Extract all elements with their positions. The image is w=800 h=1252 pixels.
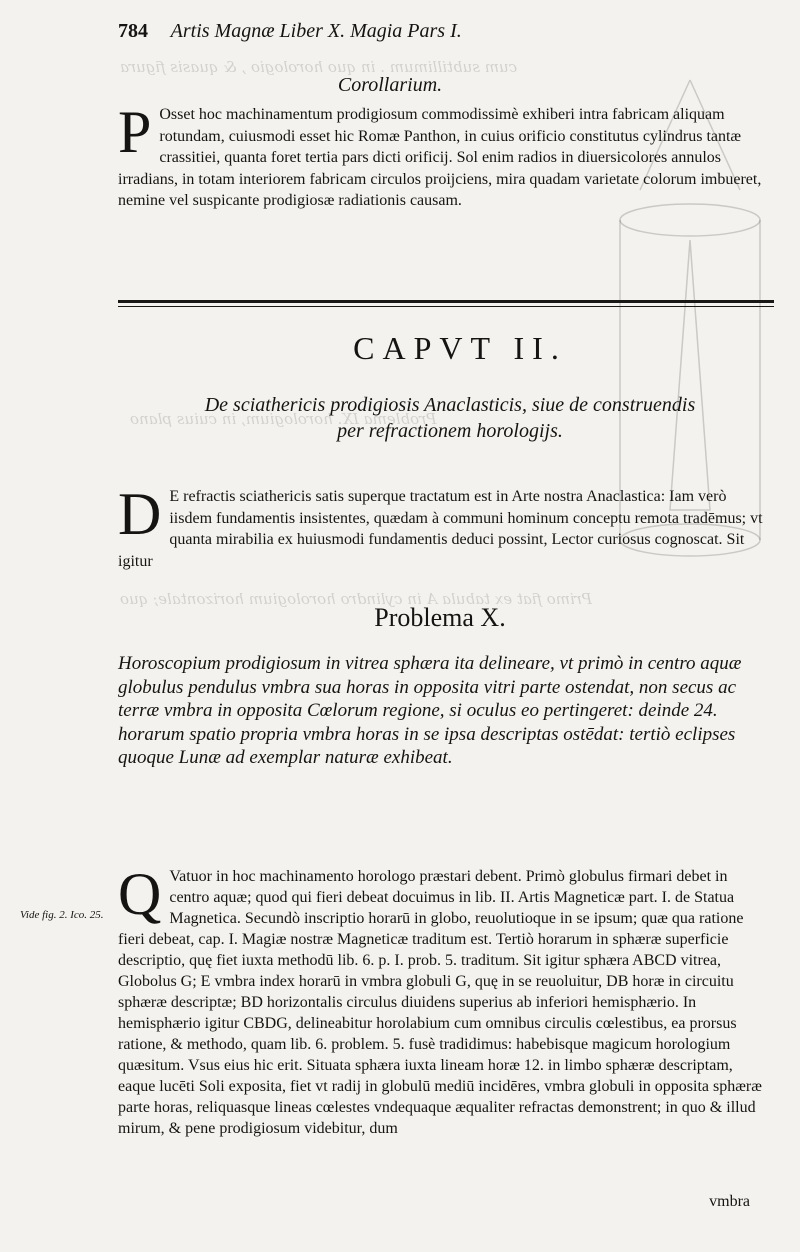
body-text: Vatuor in hoc machinamento horologo præstari debent. Primò globulus firmari debet in centro aquæ; quod qui fieri debeat docuimus in lib. II. Artis Magneticæ part. I. de Statua Magnetica. Secundò inscriptio horarū in globo, reuolutioque in se ipsum; quæ qua ratione fieri debeat, cap. I. Magiæ nostræ Magneticæ traditum est. Tertiò horarum in sphæræ superficie descriptio, quę fiet iuxta methodū lib. 6. p. I. prob. 5. traditum. Sit igitur sphæra ABCD vitrea, Globolus G; E vmbra index horarū in vmbra globuli G, quę in se reuoluitur, DB horæ in circuitu sphæræ descriptæ; BD horizontalis circulus diuidens superius ab inferiori hemisphærio. In hemisphærio igitur CBDG, delineabitur horolabium cum omnibus circulis cœlestibus, ea prorsus ratione, & methodo, quam lib. 6. problem. 5. fusè tradidimus: habebisque magicum horologium quæsitum. Vsus eius hic erit. Situata sphæra iuxta lineam horæ 12. in limbo sphæræ descriptam, eaque lucēti Soli exposita, fiet vt radij in globulū mediū incidēres, vmbra globuli in opposita sphæræ parte horas, reliquasque lineas cœlestes vndequaque æqualiter refractas demonstrent; in quo & illud mirum, & pene prodigiosum videbitur, dum <box>118 868 762 1137</box>
show-through-line: Problema IX. horologium, in cuius plano <box>130 410 437 428</box>
chapter-title: CAPVT II. <box>353 330 567 366</box>
page-number: 784 <box>118 20 148 42</box>
chapter-subtitle <box>130 392 770 444</box>
corollary-paragraph <box>118 99 770 212</box>
catchword: vmbra <box>709 1193 750 1210</box>
problem-statement: Horoscopium prodigiosum in vitrea sphæra ita delineare, vt primò in centro aquæ globulus pendulus vmbra sua horas in opposita vitri parte ostendat, non secus ac terræ vmbra in opposita Cœlorum regione, si oculus eo pertingeret: deinde 24. horarum spatio propria vmbra horas in se ipsa descriptas ostēdat: tertiò eclipses quoque Lunæ ad exemplar naturæ exhibeat. <box>118 653 742 768</box>
section-rule <box>118 300 774 303</box>
chapter-subtitle-line1: De sciathericis prodigiosis Anaclasticis, siue de construendis <box>204 394 696 416</box>
drop-cap-q: Q <box>118 861 162 927</box>
margin-note: Vide fig. 2. Ico. 25. <box>20 909 104 921</box>
intro-paragraph <box>118 481 770 572</box>
drop-cap-p: P <box>118 99 152 165</box>
body-paragraph <box>118 861 770 1139</box>
chapter-subtitle-line2: per refractionem horologijs. <box>337 420 563 442</box>
show-through-line: Primo fiat ex tabula A in cylindro horologium horizontale; quo <box>120 590 592 608</box>
running-title: Artis Magnæ Liber X. Magia Pars I. <box>170 20 462 42</box>
corollary-text: Osset hoc machinamentum prodigiosum commodissimè exhiberi intra fabricam aliquam rotundam, cuiusmodi esset hic Romæ Panthon, in cuius orificio constitutus cylindrus tantæ crassitiei, quanta foret tertia pars dicti orificij. Sol enim radios in diuersicolores annulos irradians, in totam interiorem fabricam circulos proijciens, mira quadam varietate colorum imbueret, nemine vel suspicante prodigiosæ radiationis causam. <box>118 106 762 209</box>
corollary-heading: Corollarium. <box>337 74 443 96</box>
running-header <box>118 20 658 44</box>
problem-heading: Problema X. <box>374 603 506 632</box>
show-through-line: cum subtillimum . in quo horologio , & quasis figura <box>120 58 518 76</box>
intro-text: E refractis sciathericis satis superque tractatum est in Arte nostra Anaclastica: Iam verò iisdem fundamentis insistentes, quædam à communi hominum conceptu remota tradēmus; vt quanta mirabilia ex huiusmodi fundamentis deduci possint, Lector curiosus cognoscat. Sit igitur <box>118 488 763 570</box>
drop-cap-d: D <box>118 481 162 547</box>
